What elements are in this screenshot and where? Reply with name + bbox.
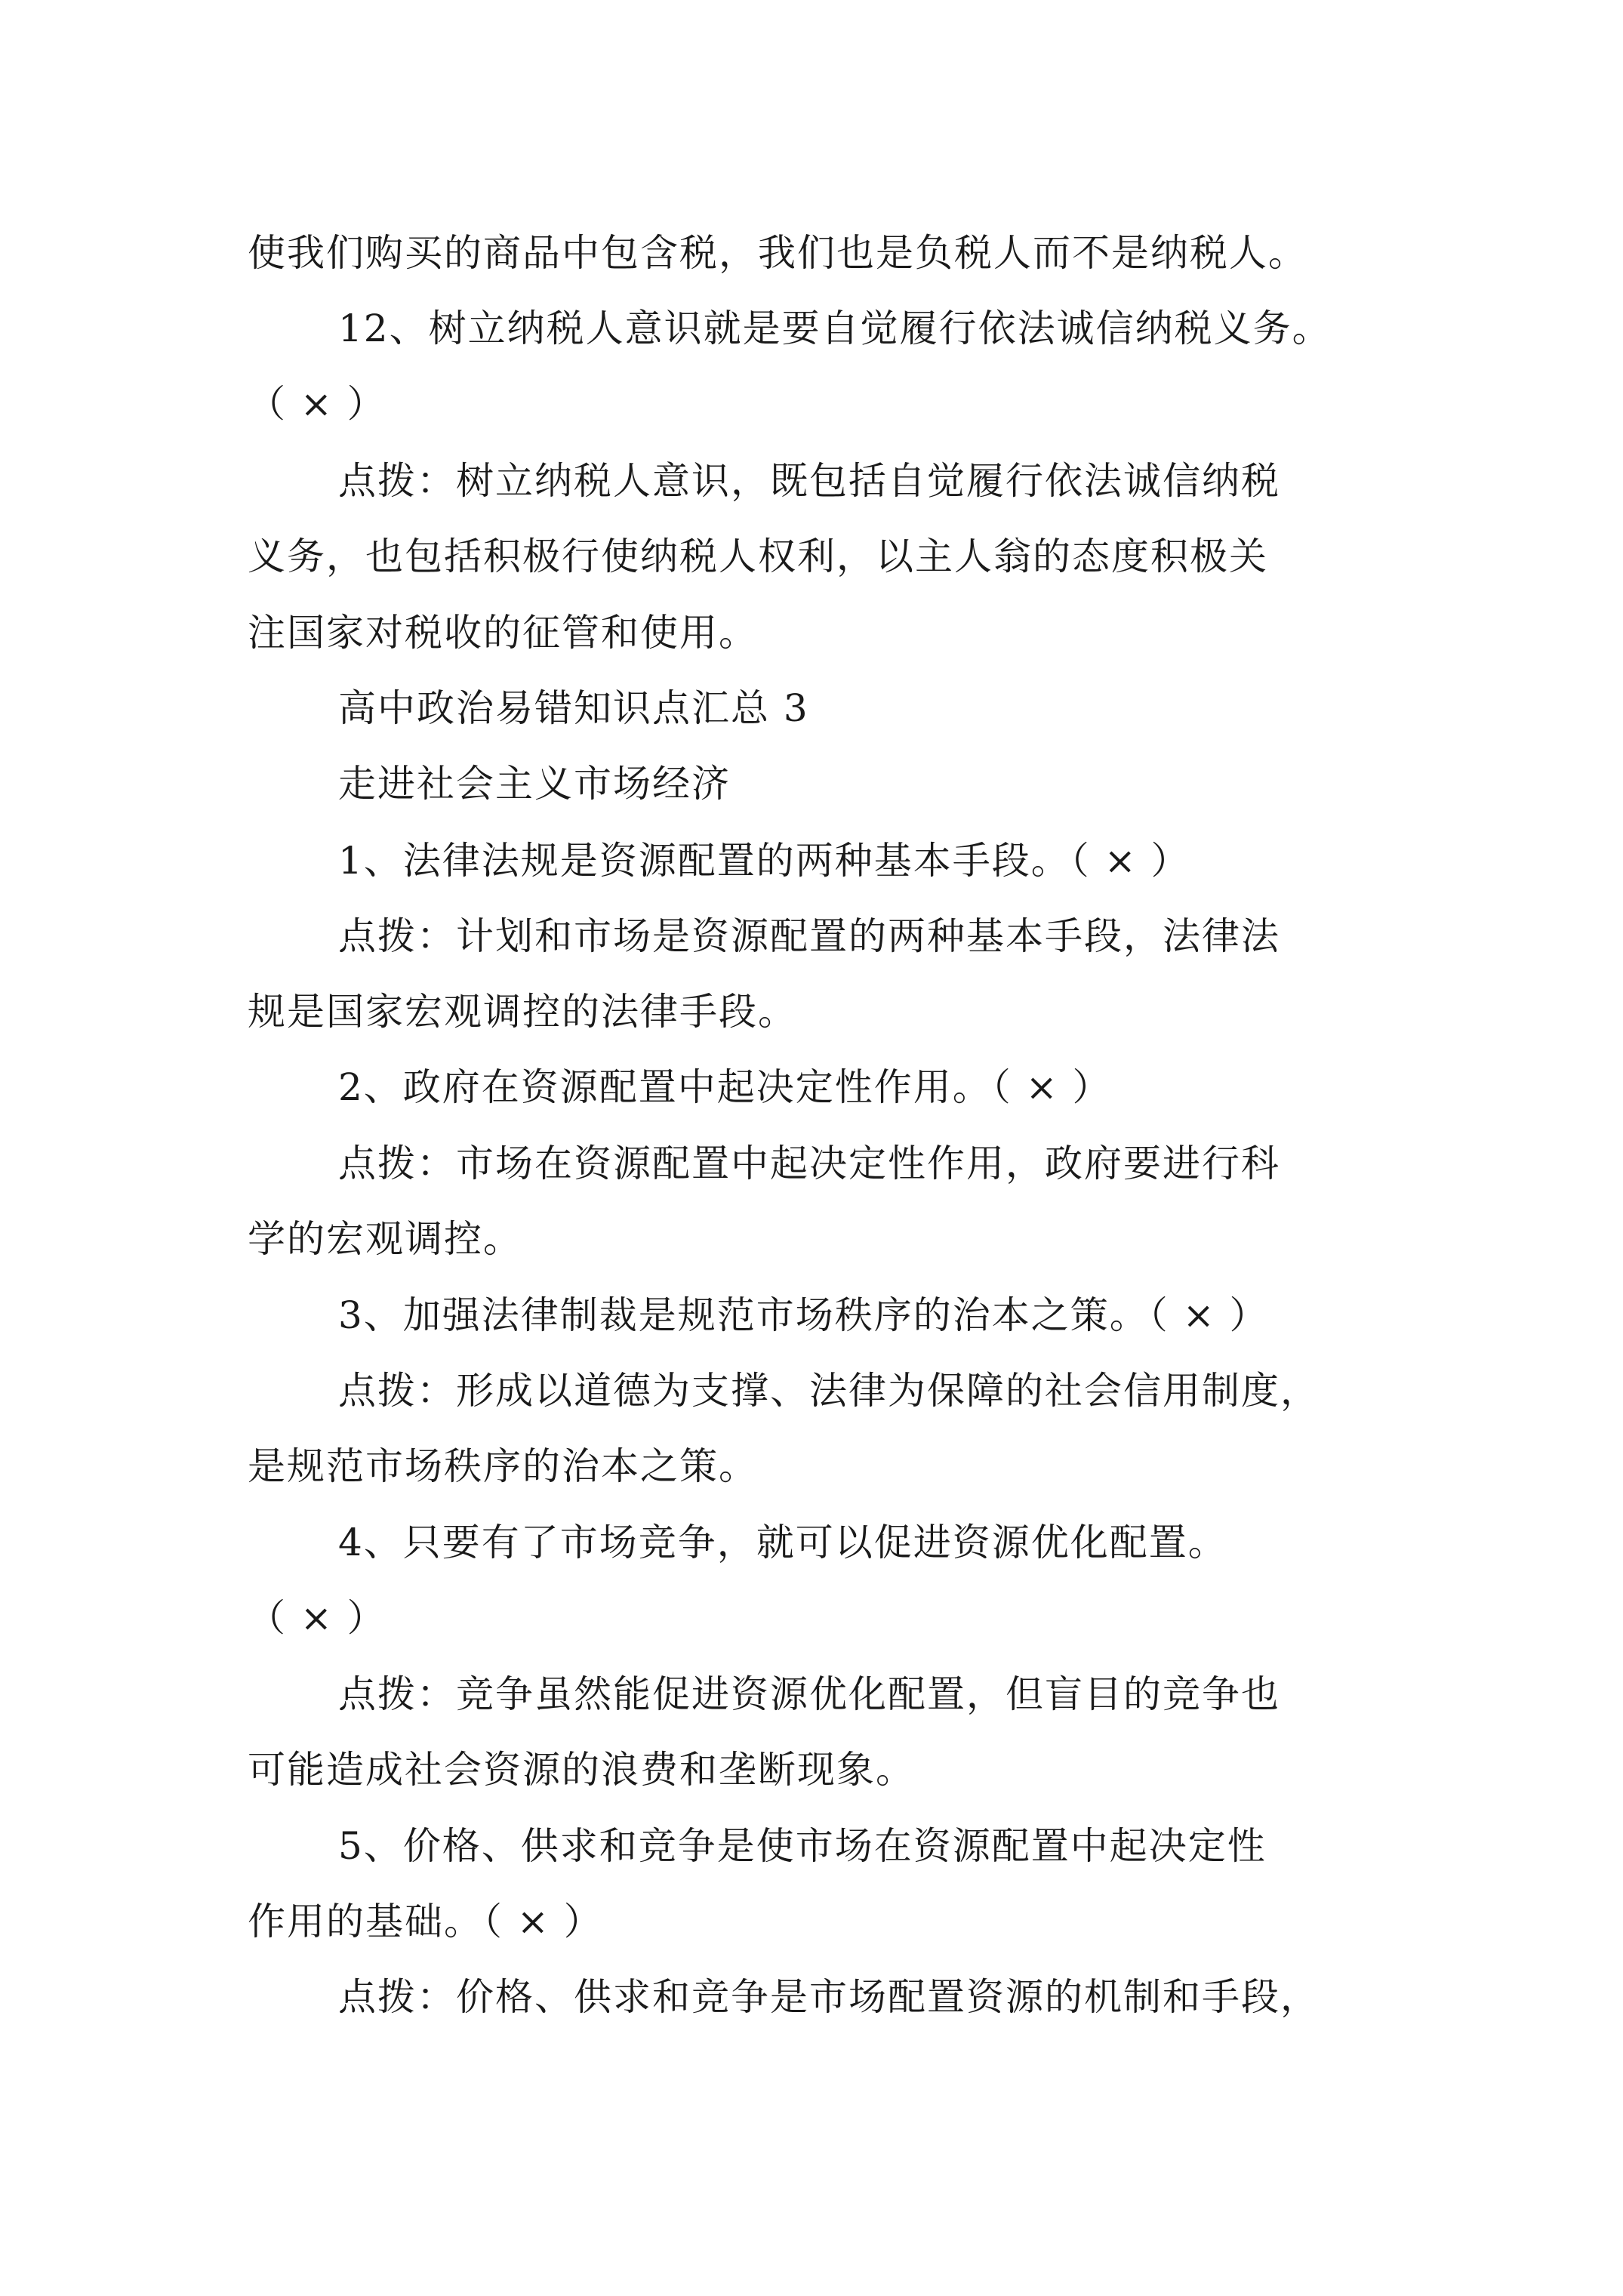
text-line: 作用的基础。（ × ） (248, 1900, 603, 1943)
text-line: 是规范市场秩序的治本之策。 (248, 1444, 758, 1488)
text-line: 义务，也包括积极行使纳税人权利，以主人翁的态度积极关 (248, 535, 1268, 578)
text-line: （ × ） (248, 382, 387, 426)
text-line: 点拨：竞争虽然能促进资源优化配置，但盲目的竞争也 (338, 1672, 1280, 1716)
text-line: 1、法律法规是资源配置的两种基本手段。（ × ） (338, 839, 1190, 883)
text-line: （ × ） (248, 1596, 387, 1640)
text-line: 规是国家宏观调控的法律手段。 (248, 990, 797, 1034)
text-line: 可能造成社会资源的浪费和垄断现象。 (248, 1748, 915, 1792)
text-line: 学的宏观调控。 (248, 1217, 522, 1261)
text-line: 点拨：价格、供求和竞争是市场配置资源的机制和手段， (338, 1975, 1320, 2019)
section-heading: 高中政治易错知识点汇总 3 (338, 686, 809, 730)
text-line: 点拨：形成以道德为支撑、法律为保障的社会信用制度， (338, 1369, 1320, 1413)
text-line: 使我们购买的商品中包含税，我们也是负税人而不是纳税人。 (248, 231, 1307, 275)
text-line: 点拨：树立纳税人意识，既包括自觉履行依法诚信纳税 (338, 459, 1280, 503)
section-subheading: 走进社会主义市场经济 (338, 762, 731, 806)
text-line: 3、加强法律制裁是规范市场秩序的治本之策。（ × ） (338, 1293, 1269, 1337)
text-line: 2、政府在资源配置中起决定性作用。（ × ） (338, 1065, 1112, 1109)
text-line: 注国家对税收的征管和使用。 (248, 611, 758, 655)
text-line: 点拨：计划和市场是资源配置的两种基本手段，法律法 (338, 914, 1280, 958)
text-line: 5、价格、供求和竞争是使市场在资源配置中起决定性 (338, 1824, 1267, 1868)
text-line: 4、只要有了市场竞争，就可以促进资源优化配置。 (338, 1521, 1227, 1564)
text-line: 点拨：市场在资源配置中起决定性作用，政府要进行科 (338, 1142, 1280, 1185)
text-line: 12、树立纳税人意识就是要自觉履行依法诚信纳税义务。 (338, 307, 1332, 350)
